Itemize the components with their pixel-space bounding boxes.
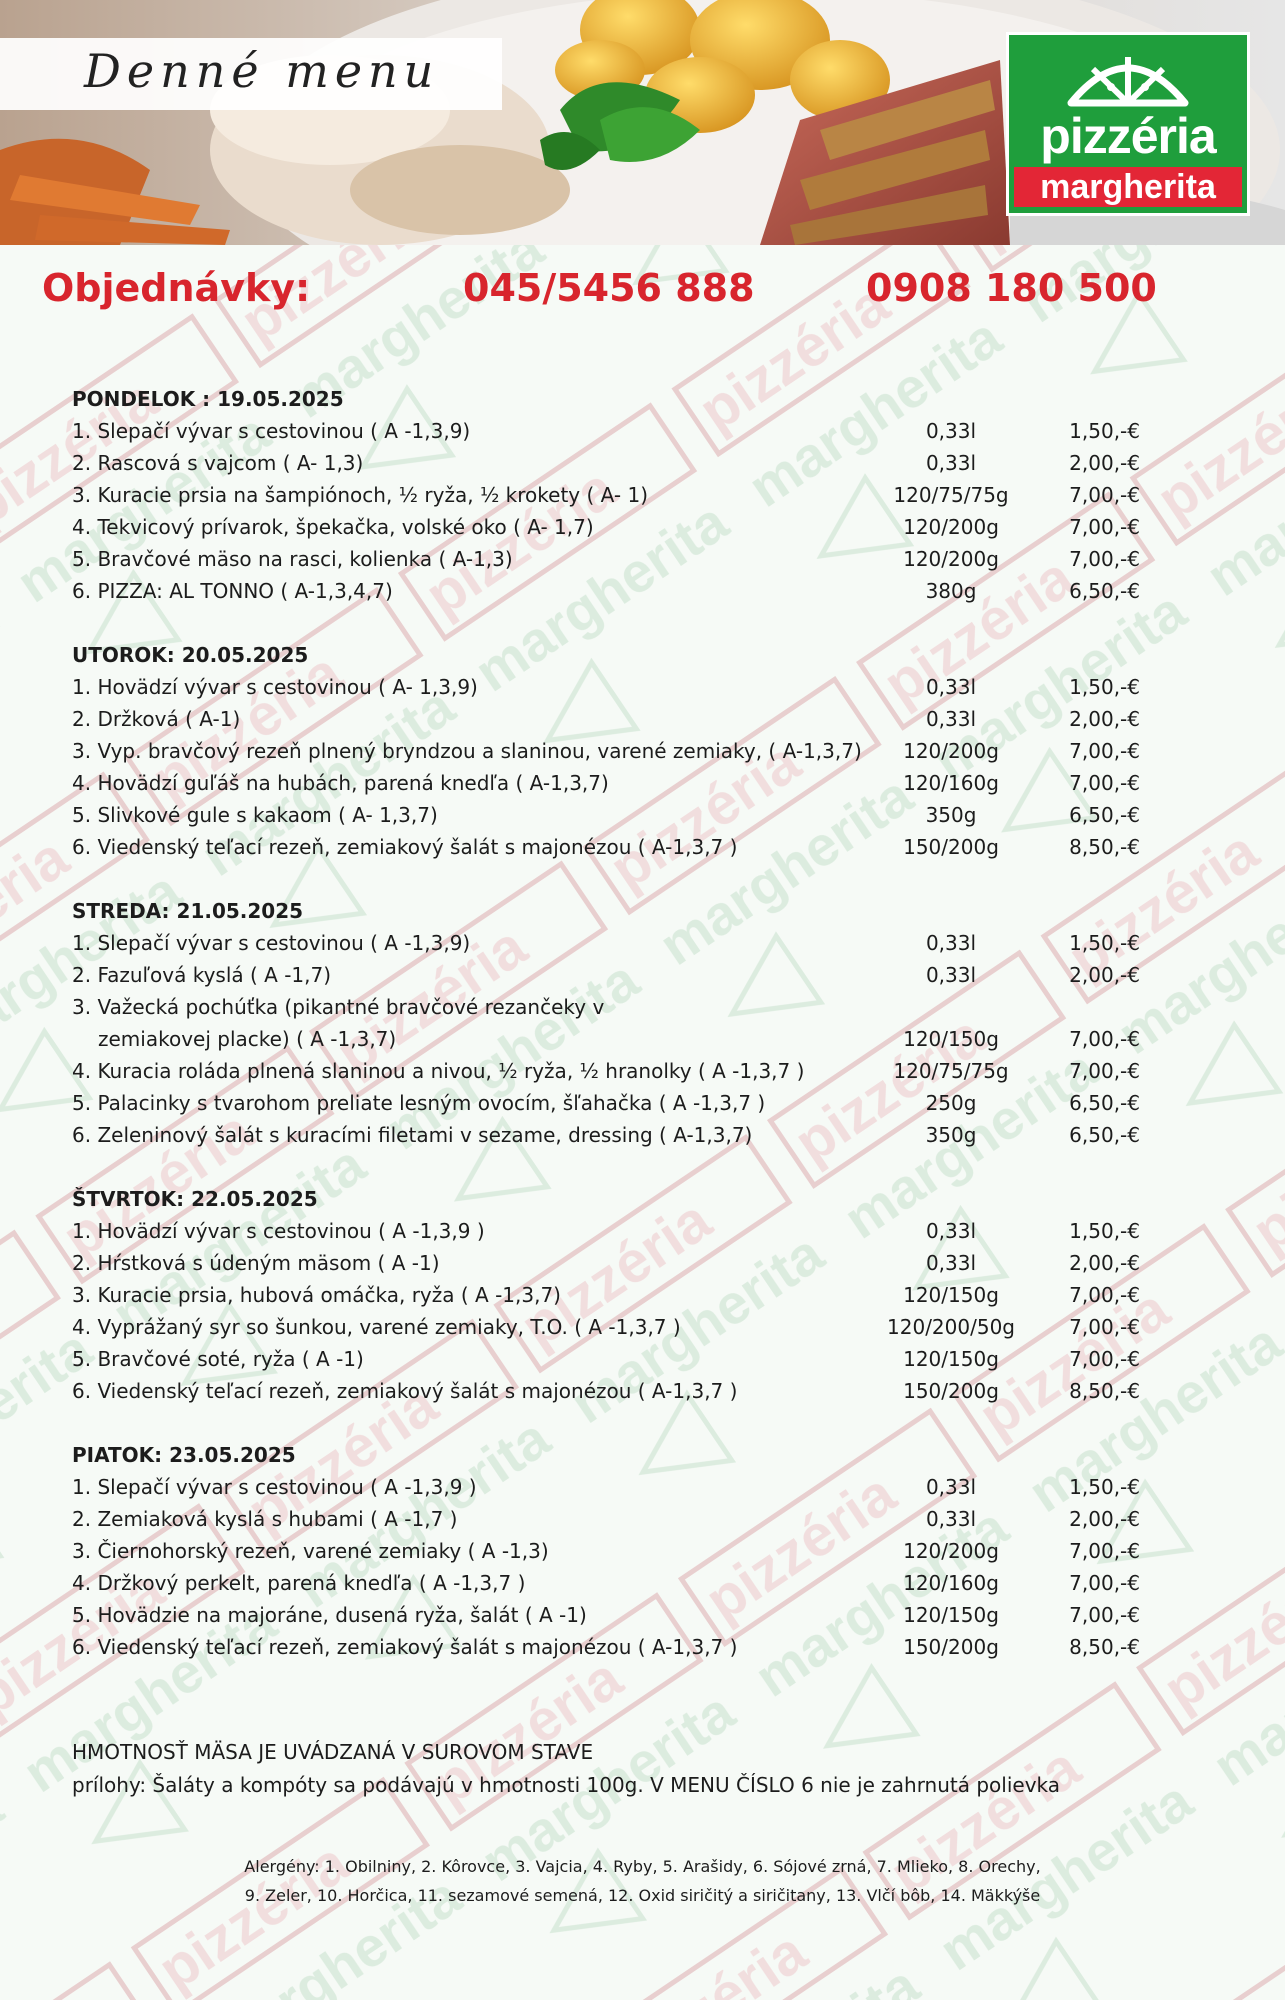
note-meat-weight: HMOTNOSŤ MÄSA JE UVÁDZANÁ V SUROVOM STAVE	[72, 1740, 594, 1764]
menu-item	[0, 1249, 1285, 1281]
menu-item-price: 2,00,-€	[1069, 1251, 1140, 1275]
day-header: STREDA: 21.05.2025	[72, 899, 304, 923]
day-header: ŠTVRTOK: 22.05.2025	[72, 1187, 318, 1211]
menu-title: Denné menu	[84, 44, 440, 98]
menu-item-weight: 0,33l	[925, 1251, 977, 1275]
menu-item-weight: 250g	[925, 1091, 977, 1115]
menu-item	[0, 961, 1285, 993]
day-section	[0, 1441, 1285, 1665]
menu-item-weight: 120/150g	[903, 1603, 999, 1627]
menu-item	[0, 1313, 1285, 1345]
menu-item	[0, 513, 1285, 545]
menu-item-price: 6,50,-€	[1069, 1123, 1140, 1147]
menu-item	[0, 1473, 1285, 1505]
menu-item	[0, 1089, 1285, 1121]
allergens-legend	[0, 1852, 1285, 1910]
menu-item	[0, 545, 1285, 577]
menu-item-description: 6. PIZZA: AL TONNO ( A-1,3,4,7)	[72, 579, 393, 603]
day-section	[0, 385, 1285, 609]
menu-item-price: 7,00,-€	[1069, 1347, 1140, 1371]
menu-item-price: 7,00,-€	[1069, 515, 1140, 539]
menu-item	[0, 449, 1285, 481]
menu-item-description: 2. Fazuľová kyslá ( A -1,7)	[72, 963, 332, 987]
day-header-row	[0, 641, 1285, 673]
menu-item	[0, 1505, 1285, 1537]
allergens-line-1: Alergény: 1. Obilniny, 2. Kôrovce, 3. Vajcia, 4. Ryby, 5. Arašidy, 6. Sójové zrná, 7. Mlieko, 8. Orechy,	[244, 1857, 1041, 1876]
pizza-slice-icon	[1061, 43, 1195, 109]
menu-item-weight: 120/200/50g	[887, 1315, 1015, 1339]
menu-item	[0, 1601, 1285, 1633]
menu-item-description: 4. Kuracia roláda plnená slaninou a nivou, ½ ryža, ½ hranolky ( A -1,3,7 )	[72, 1059, 805, 1083]
menu-item-weight: 0,33l	[925, 1475, 977, 1499]
menu-item-weight: 150/200g	[903, 1379, 999, 1403]
day-section	[0, 641, 1285, 865]
menu-item-price: 7,00,-€	[1069, 1059, 1140, 1083]
day-header-row	[0, 897, 1285, 929]
menu-item-description: 6. Viedenský teľací rezeň, zemiakový šalát s majonézou ( A-1,3,7 )	[72, 835, 738, 859]
menu-item-description: 4. Hovädzí guľáš na hubách, parená knedľa ( A-1,3,7)	[72, 771, 609, 795]
logo-red-band	[1014, 167, 1242, 207]
menu-item-weight: 0,33l	[925, 451, 977, 475]
menu-item	[0, 481, 1285, 513]
menu-item-description: 4. Vyprážaný syr so šunkou, varené zemiaky, T.O. ( A -1,3,7 )	[72, 1315, 681, 1339]
menu-item-price: 1,50,-€	[1069, 675, 1140, 699]
orders-phone-landline[interactable]: 045/5456 888	[463, 266, 755, 310]
menu-item-price: 6,50,-€	[1069, 579, 1140, 603]
menu-item-description: 3. Važecká pochúťka (pikantné bravčové rezančeky v	[72, 995, 605, 1019]
menu-item-price: 2,00,-€	[1069, 451, 1140, 475]
title-panel	[0, 38, 502, 110]
menu-item-description: 3. Kuracie prsia na šampiónoch, ½ ryža, ½ krokety ( A- 1)	[72, 483, 648, 507]
menu-item-description: 6. Viedenský teľací rezeň, zemiakový šalát s majonézou ( A-1,3,7 )	[72, 1379, 738, 1403]
menu-item-weight: 120/75/75g	[893, 483, 1009, 507]
menu-item-weight: 0,33l	[925, 707, 977, 731]
allergens-line-2: 9. Zeler, 10. Horčica, 11. sezamové semená, 12. Oxid siričitý a siričitany, 13. Vlčí bôb, 14. Mäkkýše	[244, 1886, 1041, 1905]
menu-item-weight: 120/160g	[903, 1571, 999, 1595]
menu-item-weight: 120/150g	[903, 1027, 999, 1051]
menu-item-weight: 120/150g	[903, 1347, 999, 1371]
menu-item-weight: 120/200g	[903, 515, 999, 539]
menu-item-price: 7,00,-€	[1069, 1603, 1140, 1627]
day-header: PONDELOK : 19.05.2025	[72, 387, 344, 411]
menu-item-weight: 120/150g	[903, 1283, 999, 1307]
menu-item-price: 7,00,-€	[1069, 771, 1140, 795]
menu-item-description: 5. Hovädzie na majoráne, dusená ryža, šalát ( A -1)	[72, 1603, 587, 1627]
menu-item-weight: 0,33l	[925, 963, 977, 987]
weekly-menu	[0, 385, 1285, 1697]
menu-item	[0, 1281, 1285, 1313]
menu-item-description: 3. Vyp. bravčový rezeň plnený bryndzou a slaninou, varené zemiaky, ( A-1,3,7)	[72, 739, 862, 763]
menu-item	[0, 577, 1285, 609]
menu-item-description: 1. Hovädzí vývar s cestovinou ( A -1,3,9 )	[72, 1219, 485, 1243]
menu-item	[0, 417, 1285, 449]
menu-item	[0, 1569, 1285, 1601]
menu-item-weight: 120/75/75g	[893, 1059, 1009, 1083]
menu-item-weight: 350g	[925, 1123, 977, 1147]
menu-item-description: 5. Bravčové soté, ryža ( A -1)	[72, 1347, 364, 1371]
menu-item	[0, 1025, 1285, 1057]
pizzeria-logo	[1006, 32, 1250, 216]
menu-item-description: 6. Zeleninový šalát s kuracími filetami v sezame, dressing ( A-1,3,7)	[72, 1123, 753, 1147]
menu-item-description: 6. Viedenský teľací rezeň, zemiakový šalát s majonézou ( A-1,3,7 )	[72, 1635, 738, 1659]
menu-item	[0, 1633, 1285, 1665]
day-section	[0, 1185, 1285, 1409]
menu-item-price: 6,50,-€	[1069, 803, 1140, 827]
menu-item	[0, 673, 1285, 705]
menu-item-weight: 0,33l	[925, 675, 977, 699]
menu-item-description: 4. Držkový perkelt, parená knedľa ( A -1,3,7 )	[72, 1571, 526, 1595]
menu-item-description: 1. Slepačí vývar s cestovinou ( A -1,3,9)	[72, 419, 471, 443]
menu-item-weight: 0,33l	[925, 931, 977, 955]
menu-item	[0, 737, 1285, 769]
menu-item-weight: 0,33l	[925, 1507, 977, 1531]
menu-item-price: 7,00,-€	[1069, 1571, 1140, 1595]
menu-item-weight: 0,33l	[925, 1219, 977, 1243]
menu-item-weight: 150/200g	[903, 1635, 999, 1659]
day-header-row	[0, 1441, 1285, 1473]
menu-item-price: 1,50,-€	[1069, 931, 1140, 955]
menu-item-price: 8,50,-€	[1069, 1635, 1140, 1659]
note-sides: prílohy: Šaláty a kompóty sa podávajú v hmotnosti 100g. V MENU ČÍSLO 6 nie je zahrnutá polievka	[72, 1773, 1061, 1797]
menu-item-price: 2,00,-€	[1069, 1507, 1140, 1531]
menu-item-description: 2. Zemiaková kyslá s hubami ( A -1,7 )	[72, 1507, 458, 1531]
menu-item	[0, 1057, 1285, 1089]
menu-item	[0, 1377, 1285, 1409]
menu-item-description: 2. Rascová s vajcom ( A- 1,3)	[72, 451, 364, 475]
menu-item	[0, 929, 1285, 961]
menu-item-price: 7,00,-€	[1069, 547, 1140, 571]
footer-notes	[72, 1736, 1060, 1802]
menu-item-weight: 380g	[925, 579, 977, 603]
menu-item-price: 1,50,-€	[1069, 1219, 1140, 1243]
menu-item	[0, 1217, 1285, 1249]
day-header: PIATOK: 23.05.2025	[72, 1443, 296, 1467]
menu-item-description: 5. Palacinky s tvarohom preliate lesným ovocím, šľahačka ( A -1,3,7 )	[72, 1091, 766, 1115]
menu-item-description: 3. Čiernohorský rezeň, varené zemiaky ( A -1,3)	[72, 1539, 549, 1563]
menu-item-price: 7,00,-€	[1069, 739, 1140, 763]
menu-item-description: 2. Držková ( A-1)	[72, 707, 241, 731]
menu-item-description: 1. Hovädzí vývar s cestovinou ( A- 1,3,9)	[72, 675, 478, 699]
menu-item-description: 4. Tekvicový prívarok, špekačka, volské oko ( A- 1,7)	[72, 515, 594, 539]
menu-item-description: 5. Bravčové mäso na rasci, kolienka ( A-1,3)	[72, 547, 513, 571]
menu-item-price: 8,50,-€	[1069, 1379, 1140, 1403]
menu-item-description: 5. Slivkové gule s kakaom ( A- 1,3,7)	[72, 803, 438, 827]
menu-item-price: 7,00,-€	[1069, 1283, 1140, 1307]
menu-item	[0, 1537, 1285, 1569]
menu-item-price: 2,00,-€	[1069, 963, 1140, 987]
menu-item-price: 7,00,-€	[1069, 1539, 1140, 1563]
menu-item-description: 2. Hŕstková s údeným mäsom ( A -1)	[72, 1251, 440, 1275]
menu-item-price: 6,50,-€	[1069, 1091, 1140, 1115]
menu-item	[0, 705, 1285, 737]
day-header-row	[0, 385, 1285, 417]
orders-label: Objednávky:	[42, 266, 311, 310]
menu-item-weight: 150/200g	[903, 835, 999, 859]
menu-item-price: 7,00,-€	[1069, 1315, 1140, 1339]
day-section	[0, 897, 1285, 1153]
day-header: UTOROK: 20.05.2025	[72, 643, 309, 667]
menu-item-weight: 350g	[925, 803, 977, 827]
menu-item-price: 1,50,-€	[1069, 419, 1140, 443]
menu-item	[0, 769, 1285, 801]
menu-item-weight: 120/200g	[903, 1539, 999, 1563]
menu-item	[0, 833, 1285, 865]
menu-item-weight: 120/160g	[903, 771, 999, 795]
menu-item-weight: 0,33l	[925, 419, 977, 443]
orders-phone-mobile[interactable]: 0908 180 500	[866, 266, 1157, 310]
menu-item-price: 7,00,-€	[1069, 483, 1140, 507]
menu-item-weight: 120/200g	[903, 547, 999, 571]
menu-item-price: 1,50,-€	[1069, 1475, 1140, 1499]
logo-word-margherita: margherita	[1040, 168, 1216, 206]
day-header-row	[0, 1185, 1285, 1217]
menu-item	[0, 1345, 1285, 1377]
menu-item-description: zemiakovej placke) ( A -1,3,7)	[98, 1027, 397, 1051]
menu-item-price: 8,50,-€	[1069, 835, 1140, 859]
menu-item-price: 2,00,-€	[1069, 707, 1140, 731]
menu-item-description: 1. Slepačí vývar s cestovinou ( A -1,3,9 )	[72, 1475, 477, 1499]
menu-item	[0, 993, 1285, 1025]
menu-item-description: 1. Slepačí vývar s cestovinou ( A -1,3,9)	[72, 931, 471, 955]
menu-item-description: 3. Kuracie prsia, hubová omáčka, ryža ( A -1,3,7)	[72, 1283, 561, 1307]
menu-item	[0, 801, 1285, 833]
menu-item-weight: 120/200g	[903, 739, 999, 763]
menu-item-price: 7,00,-€	[1069, 1027, 1140, 1051]
logo-word-pizzeria: pizzéria	[1040, 108, 1216, 164]
menu-item	[0, 1121, 1285, 1153]
